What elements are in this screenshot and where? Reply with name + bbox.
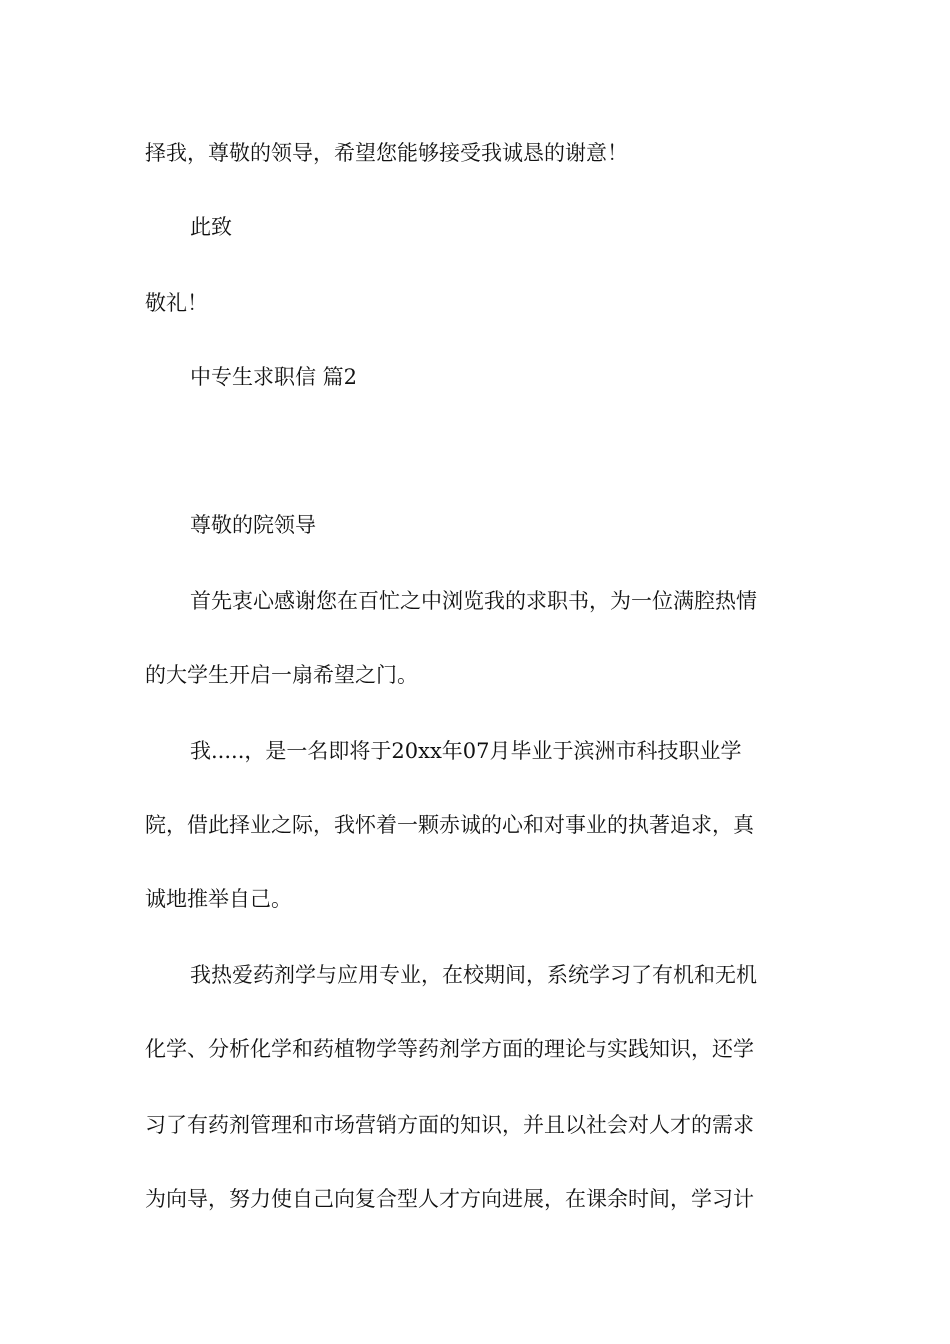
letter-greeting: 尊敬的院领导 <box>190 513 316 537</box>
paragraph-3-line-2: 化学、分析化学和药植物学等药剂学方面的理论与实践知识，还学 <box>145 1037 754 1061</box>
text-line-salutation-2: 敬礼！ <box>145 291 208 315</box>
paragraph-3-line-1: 我热爱药剂学与应用专业，在校期间，系统学习了有机和无机 <box>190 963 757 987</box>
paragraph-1-line-2: 的大学生开启一扇希望之门。 <box>145 663 418 687</box>
paragraph-2-line-3: 诚地推举自己。 <box>145 887 292 911</box>
paragraph-3-line-3: 习了有药剂管理和市场营销方面的知识，并且以社会对人才的需求 <box>145 1113 754 1137</box>
paragraph-2-line-2: 院，借此择业之际，我怀着一颗赤诚的心和对事业的执著追求，真 <box>145 813 754 837</box>
paragraph-1-line-1: 首先衷心感谢您在百忙之中浏览我的求职书，为一位满腔热情 <box>190 589 757 613</box>
paragraph-3-line-4: 为向导，努力使自己向复合型人才方向进展，在课余时间，学习计 <box>145 1187 754 1211</box>
text-line-salutation-1: 此致 <box>190 215 232 239</box>
paragraph-2-line-1: 我.....，是一名即将于20xx年07月毕业于滨洲市科技职业学 <box>190 739 742 763</box>
section-heading: 中专生求职信 篇2 <box>190 365 358 389</box>
text-line-thanks: 择我，尊敬的领导，希望您能够接受我诚恳的谢意！ <box>145 141 628 165</box>
